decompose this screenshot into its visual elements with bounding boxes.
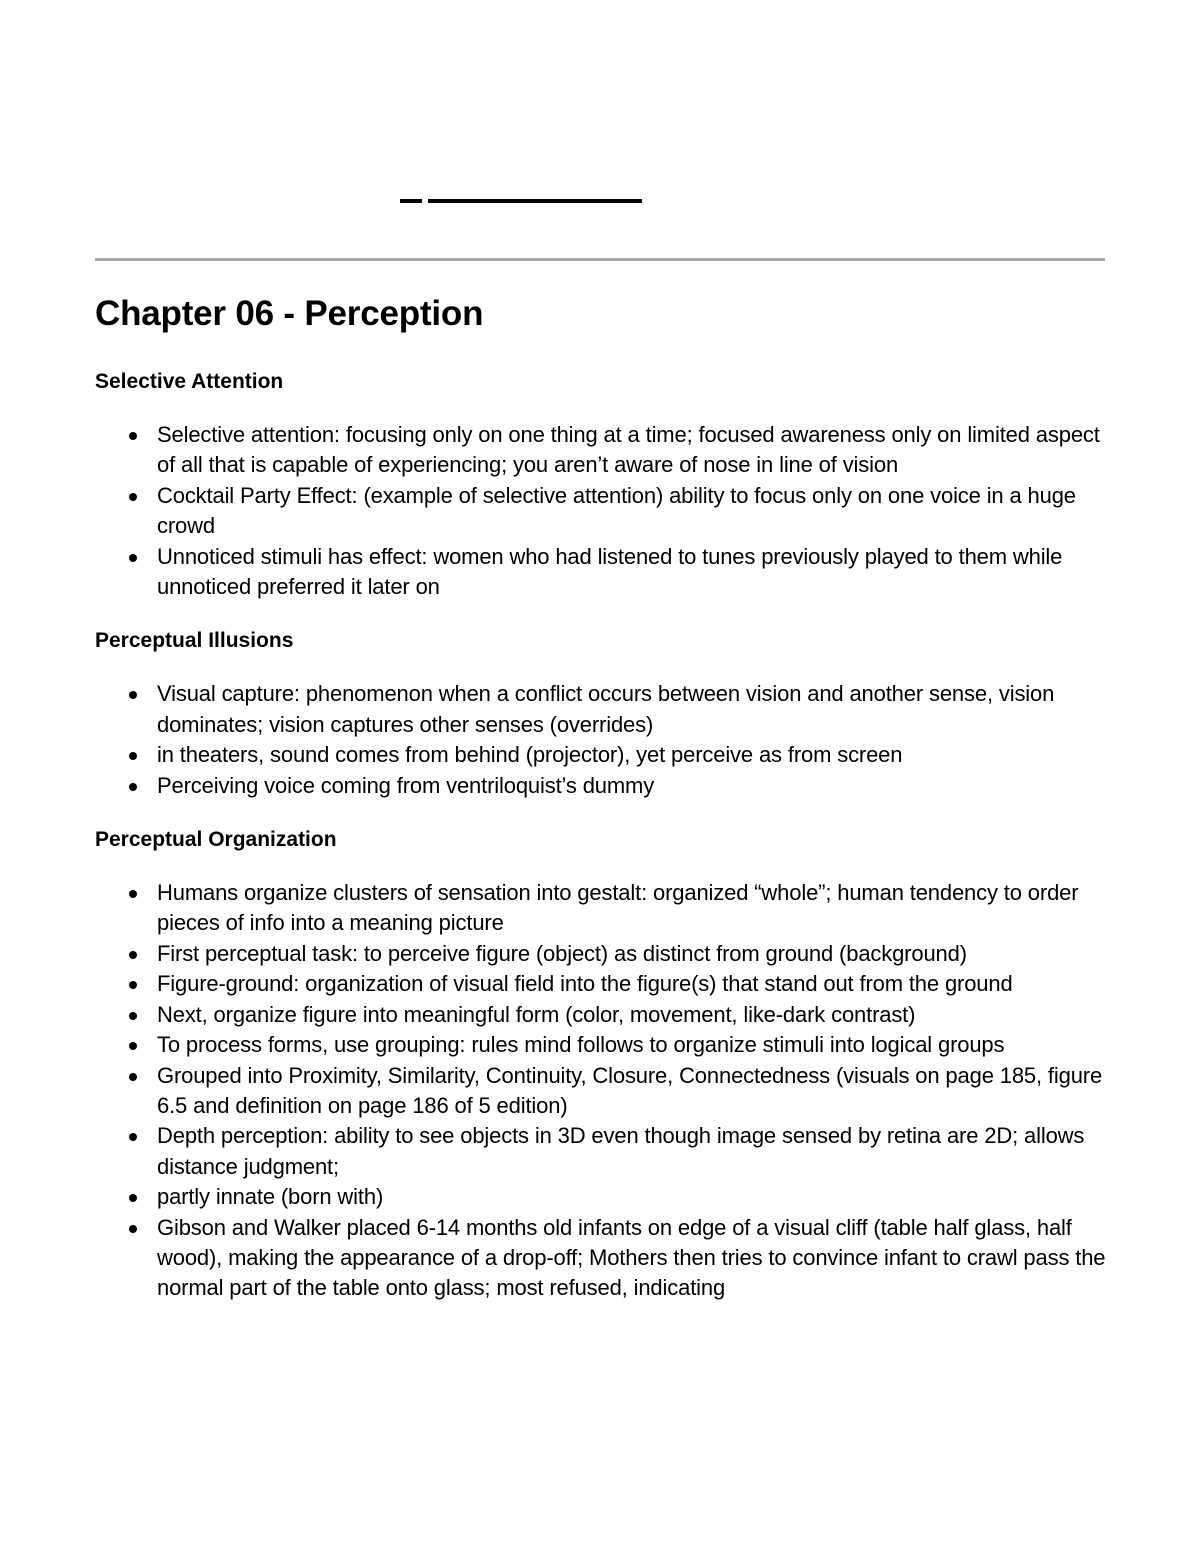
list-item (95, 740, 1110, 770)
list-item (95, 1121, 1110, 1182)
bullet-icon (129, 493, 137, 501)
list-item (95, 1000, 1110, 1030)
bullet-icon (129, 691, 137, 699)
list-item (95, 679, 1110, 740)
bullet-icon (129, 951, 137, 959)
horizontal-rule (95, 258, 1105, 261)
section-heading-selective-attention: Selective Attention (95, 370, 284, 393)
chapter-title: Chapter 06 - Perception (95, 294, 484, 333)
list-item (95, 481, 1110, 542)
list-item-text: To process forms, use grouping: rules mind follows to organize stimuli into logical groups (157, 1032, 1005, 1058)
list-item-text: Grouped into Proximity, Similarity, Continuity, Closure, Connectedness (visuals on page 185, figure 6.5 and definition on page 186 of 5 edition) (157, 1062, 1103, 1118)
bullet-icon (129, 554, 137, 562)
list-item-text: Gibson and Walker placed 6-14 months old infants on edge of a visual cliff (table half glass, half wood), making the appearance of a drop-off; Mothers then tries to convince infant to crawl pass the normal part of the table onto glass; most refused, indicating (157, 1214, 1106, 1301)
section-heading-perceptual-organization: Perceptual Organization (95, 828, 337, 852)
list-item-text: Humans organize clusters of sensation into gestalt: organized “whole”; human tendency to order pieces of info into a meaning picture (157, 880, 1079, 936)
list-item (95, 542, 1110, 603)
list-item (95, 878, 1110, 939)
list-item-text: Perceiving voice coming from ventriloquist’s dummy (157, 772, 655, 798)
bullet-list-perceptual-illusions (95, 679, 1110, 801)
list-item (95, 939, 1110, 969)
list-item-text: partly innate (born with) (157, 1184, 384, 1210)
bullet-icon (129, 1042, 137, 1050)
list-item-text: Next, organize figure into meaningful form (color, movement, like-dark contrast) (157, 1001, 916, 1027)
bullet-icon (129, 1225, 137, 1233)
list-item-text: Figure-ground: organization of visual field into the figure(s) that stand out from the ground (157, 971, 1013, 997)
list-item (95, 1182, 1110, 1212)
list-item (95, 969, 1110, 999)
list-item-text: Unnoticed stimuli has effect: women who had listened to tunes previously played to them while unnoticed preferred it later on (157, 543, 1063, 600)
bullet-icon (129, 432, 137, 440)
list-item-text: First perceptual task: to perceive figure (object) as distinct from ground (background) (157, 940, 967, 966)
list-item (95, 420, 1110, 481)
list-item-text: Depth perception: ability to see objects in 3D even though image sensed by retina are 2D; allows distance judgment; (157, 1123, 1085, 1179)
bullet-list-selective-attention (95, 420, 1110, 602)
list-item-text: in theaters, sound comes from behind (projector), yet perceive as from screen (157, 742, 903, 768)
bullet-list-perceptual-organization (95, 878, 1110, 1304)
list-item-text: Selective attention: focusing only on one thing at a time; focused awareness only on limited aspect of all that is capable of experiencing; you aren’t aware of nose in line of vision (157, 422, 1100, 478)
bullet-icon (129, 1194, 137, 1202)
bullet-icon (129, 1012, 137, 1020)
document-body (95, 291, 1110, 1304)
bullet-icon (129, 890, 137, 898)
name-blank-line (400, 199, 642, 203)
bullet-icon (129, 783, 137, 791)
list-item-text: Visual capture: phenomenon when a conflict occurs between vision and another sense, vision dominates; vision captures other senses (overrides) (157, 681, 1055, 737)
section-heading-perceptual-illusions: Perceptual Illusions (95, 629, 294, 653)
list-item (95, 771, 1110, 801)
bullet-icon (129, 981, 137, 989)
bullet-icon (129, 752, 137, 760)
list-item (95, 1061, 1110, 1122)
bullet-icon (129, 1073, 137, 1081)
list-item (95, 1213, 1110, 1304)
bullet-icon (129, 1133, 137, 1141)
blank-line-gap (422, 199, 428, 203)
list-item (95, 1030, 1110, 1060)
list-item-text: Cocktail Party Effect: (example of selective attention) ability to focus only on one voice in a huge crowd (157, 482, 1076, 539)
